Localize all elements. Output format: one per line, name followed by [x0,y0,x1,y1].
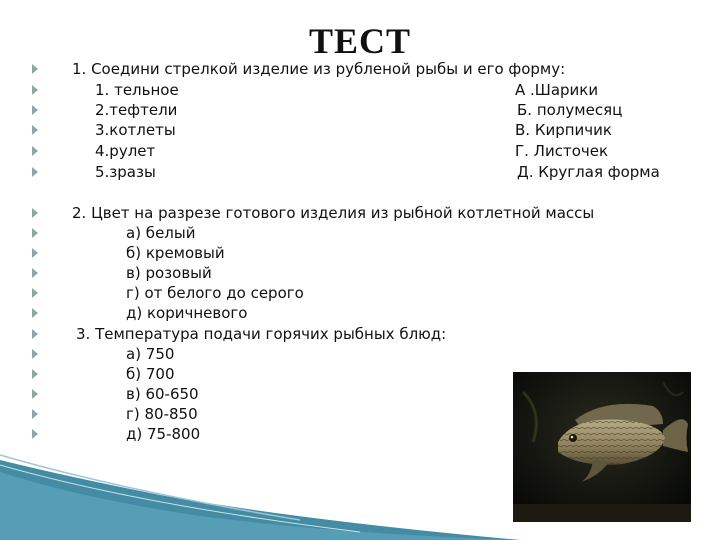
q3-prompt: 3. Температура подачи горячих рыбных блюд: [76,325,447,343]
page-title: ТЕСТ [308,21,412,61]
q3-option-text: в) 60-650 [126,385,199,403]
q1-item: 4.рулет [95,142,156,160]
q2-option-text: г) от белого до серого [126,284,304,302]
triangle-bullet-icon [32,85,38,95]
fish-photo [513,372,691,522]
q1-item: 3.котлеты [95,121,176,139]
q1-item: 5.зразы [95,163,156,181]
triangle-bullet-icon [32,125,38,135]
triangle-bullet-icon [32,268,38,278]
triangle-bullet-icon [32,389,38,399]
q1-item: 2.тефтели [95,101,178,119]
q1-form: А .Шарики [515,81,599,99]
triangle-bullet-icon [32,228,38,238]
q1-form: Г. Листочек [515,142,609,160]
triangle-bullet-icon [32,409,38,419]
triangle-bullet-icon [32,64,38,74]
triangle-bullet-icon [32,429,38,439]
fish-illustration [513,372,691,522]
q3-option-text: г) 80-850 [126,405,198,423]
q1-item: 1. тельное [95,81,179,99]
triangle-bullet-icon [32,308,38,318]
q3-option-text: а) 750 [126,345,175,363]
triangle-bullet-icon [32,288,38,298]
q2-option-text: д) коричневого [126,304,248,322]
q1-form: В. Кирпичик [515,121,612,139]
triangle-bullet-icon [32,248,38,258]
q3-option-text: д) 75-800 [126,425,201,443]
triangle-bullet-icon [32,349,38,359]
q1-form: Б. полумесяц [517,101,623,119]
triangle-bullet-icon [32,369,38,379]
q2-prompt: 2. Цвет на разрезе готового изделия из рыбной котлетной массы [72,204,595,222]
triangle-bullet-icon [32,146,38,156]
triangle-bullet-icon [32,329,38,339]
triangle-bullet-icon [32,208,38,218]
q2-option-text: б) кремовый [126,244,225,262]
q2-option-text: в) розовый [126,264,212,282]
q1-prompt: 1. Соедини стрелкой изделие из рубленой рыбы и его форму: [72,60,566,78]
triangle-bullet-icon [32,105,38,115]
q3-option-text: б) 700 [126,365,175,383]
triangle-bullet-icon [32,167,38,177]
q2-option-text: а) белый [126,224,196,242]
decorative-swoosh [0,450,520,540]
q1-form: Д. Круглая форма [517,163,660,181]
